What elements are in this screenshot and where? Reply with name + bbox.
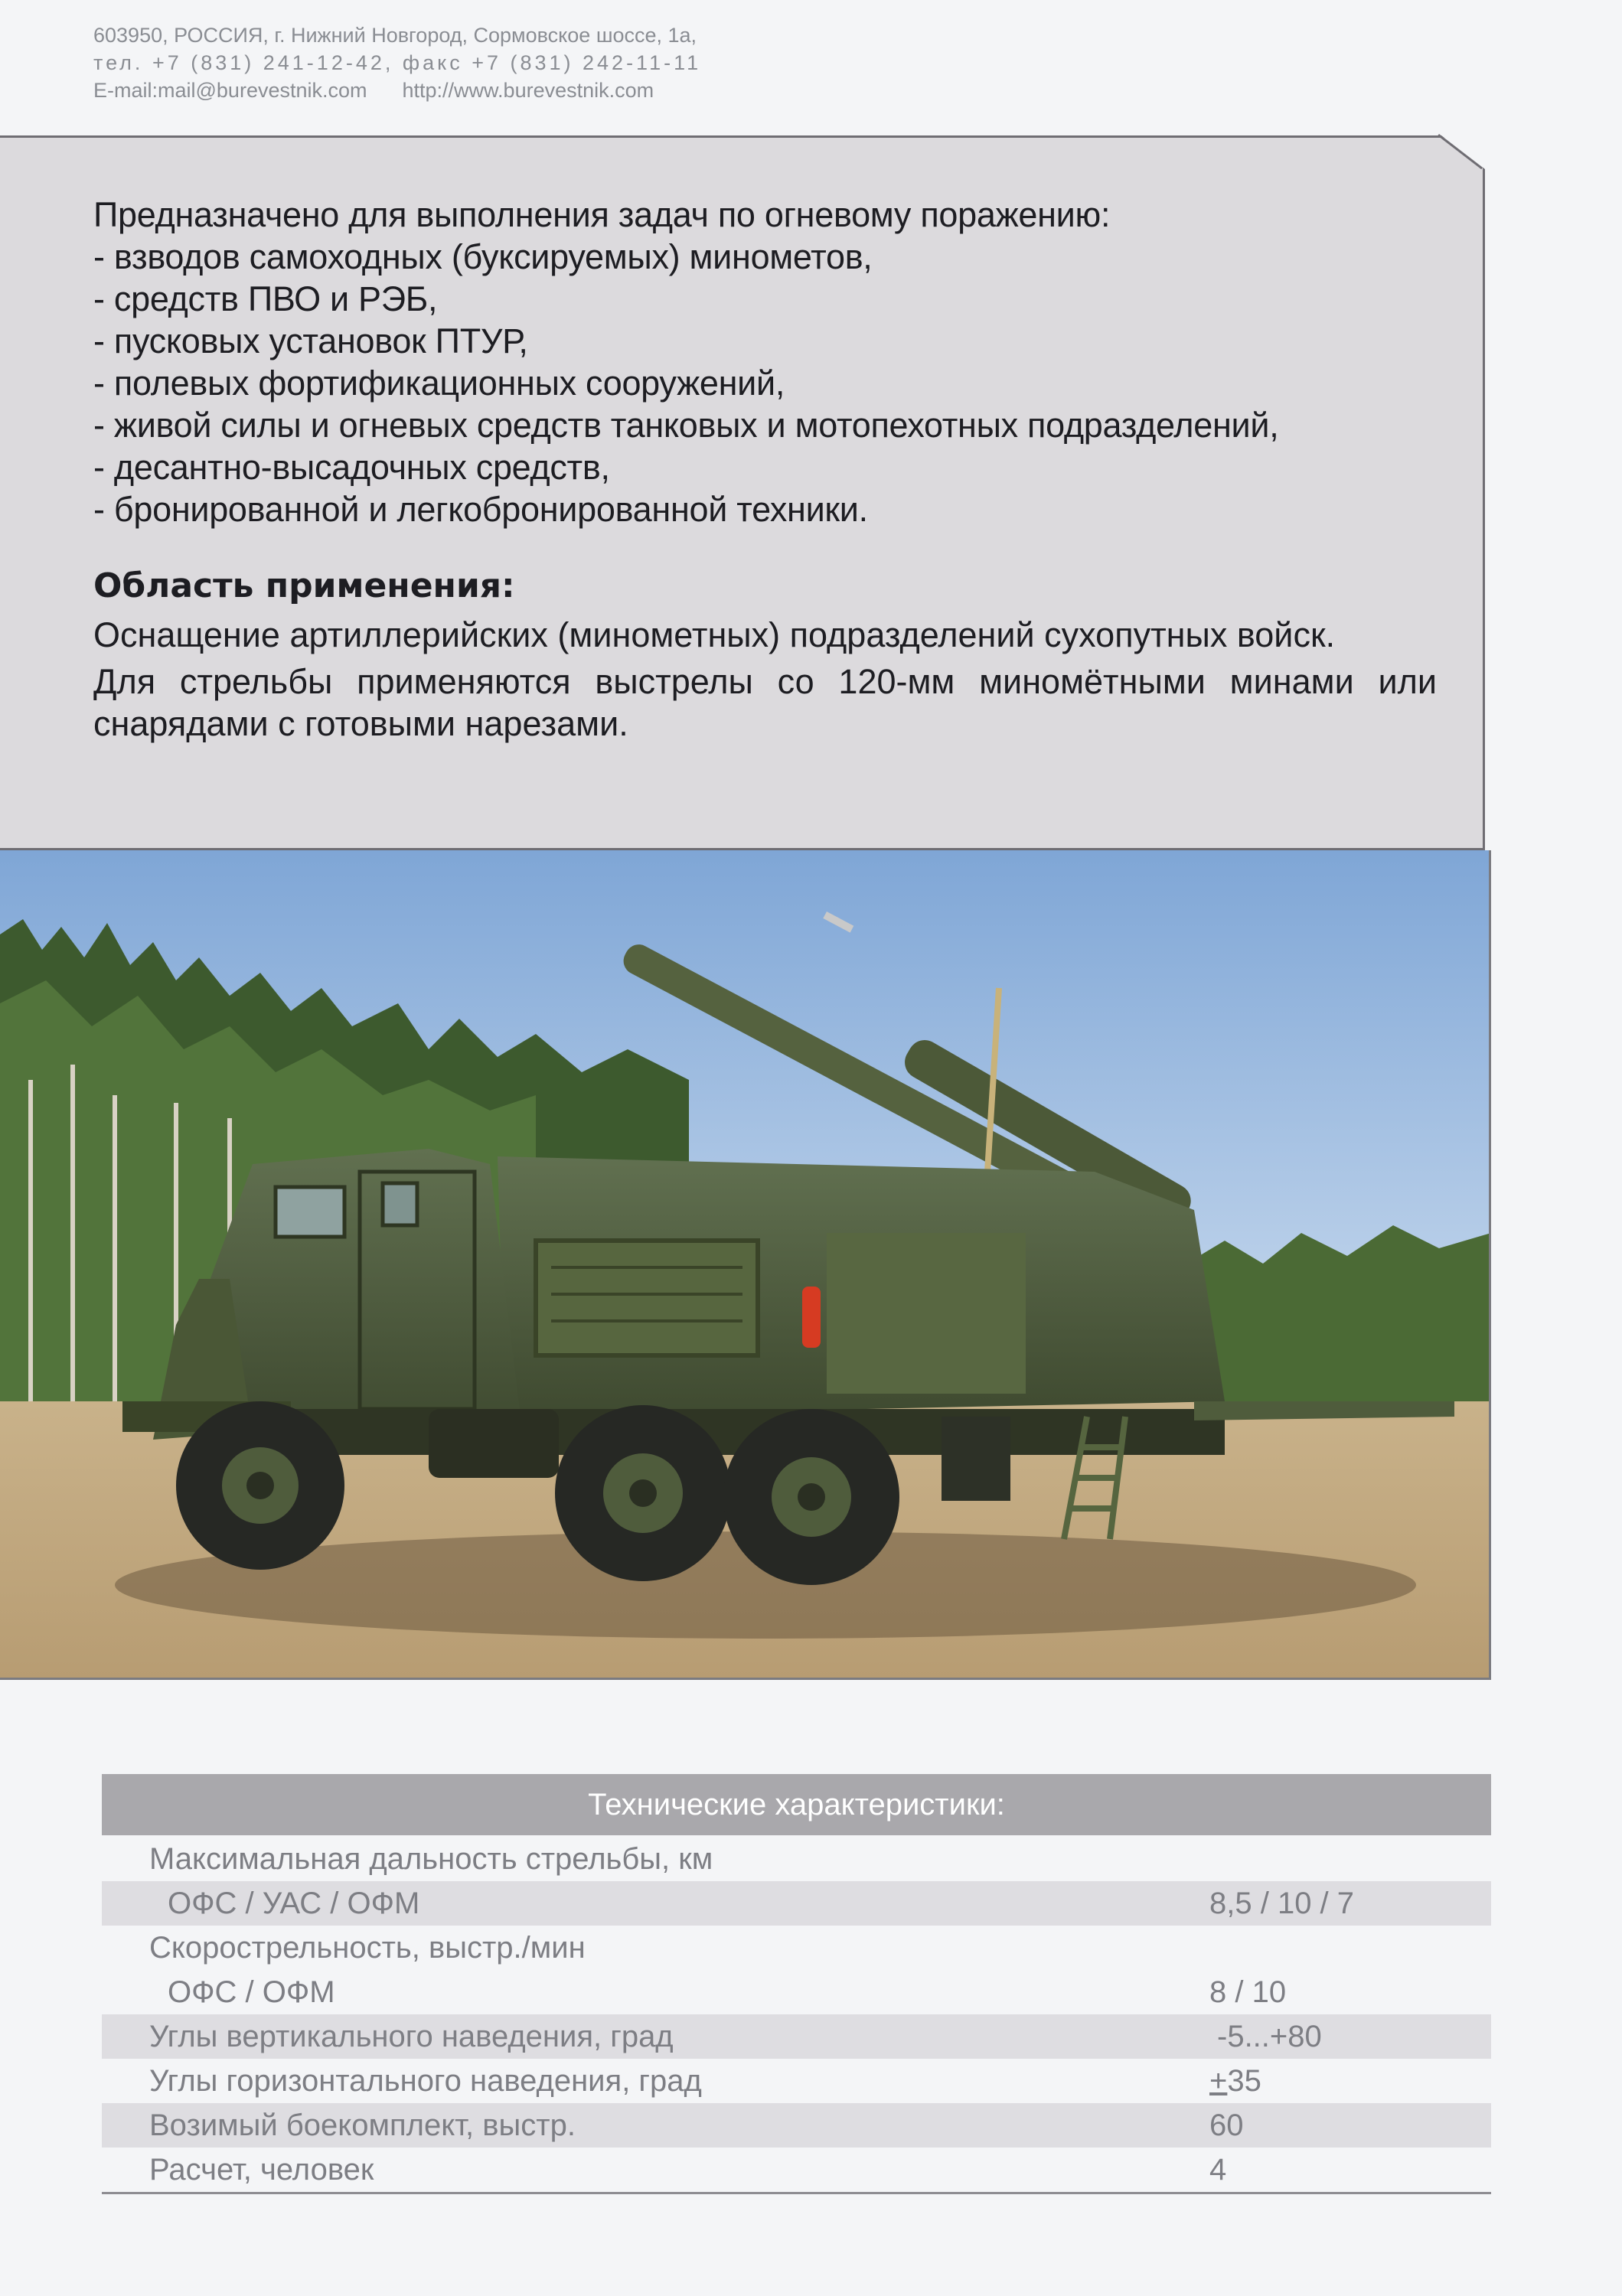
vehicle-photo: [0, 850, 1491, 1680]
rear-mudflap: [942, 1417, 1010, 1501]
cab-side-window: [383, 1183, 417, 1225]
table-row: [102, 2014, 1491, 2059]
phone-fax-line: тел. +7 (831) 241-12-42, факс +7 (831) 242-11-11: [93, 51, 702, 74]
target-item: - полевых фортификационных сооружений,: [93, 364, 785, 403]
target-item: - средств ПВО и РЭБ,: [93, 279, 438, 318]
side-hatch: [536, 1241, 758, 1355]
contact-block: [93, 21, 701, 104]
address-line: 603950, РОССИЯ, г. Нижний Новгород, Сормовское шоссе, 1а,: [93, 24, 697, 47]
purpose-content: [93, 194, 1437, 745]
spec-value: -5...+80: [1217, 2020, 1322, 2053]
target-list: [93, 236, 1437, 530]
table-row: [102, 2059, 1491, 2103]
purpose-intro: Предназначено для выполнения задач по огневому поражению:: [93, 195, 1111, 234]
spec-label: ОФС / УАС / ОФМ: [168, 1887, 420, 1920]
spec-value: 4: [1209, 2153, 1227, 2187]
table-row: [102, 1970, 1491, 2014]
storage-box: [827, 1233, 1026, 1394]
wheel-mid: [555, 1405, 731, 1581]
spec-label: Расчет, человек: [149, 2153, 374, 2187]
wheel-rear: [723, 1409, 899, 1585]
table-row: [102, 2148, 1491, 2192]
spec-label: Углы вертикального наведения, град: [149, 2020, 674, 2053]
table-row: [102, 1837, 1491, 1881]
chassis-frame: [230, 1409, 1225, 1455]
spec-label: Углы горизонтального наведения, град: [149, 2064, 702, 2098]
application-title: Область применения:: [93, 566, 515, 605]
website-link[interactable]: http://www.burevestnik.com: [402, 79, 654, 102]
target-item: - пусковых установок ПТУР,: [93, 321, 528, 360]
table-bottom-rule: [102, 2192, 1491, 2194]
spec-label: Максимальная дальность стрельбы, км: [149, 1842, 713, 1876]
target-item: - взводов самоходных (буксируемых) минометов,: [93, 237, 873, 276]
spec-label: Скорострельность, выстр./мин: [149, 1931, 586, 1965]
spec-value: 60: [1209, 2108, 1244, 2142]
specs-title: Технические характеристики:: [102, 1774, 1491, 1835]
spec-label: Возимый боекомплект, выстр.: [149, 2108, 576, 2142]
spec-label: ОФС / ОФМ: [168, 1975, 335, 2009]
wheel-front: [176, 1401, 344, 1570]
fuel-tank: [429, 1409, 559, 1478]
target-item: - живой силы и огневых средств танковых и мотопехотных подразделений,: [93, 406, 1279, 445]
spec-value: +35: [1209, 2064, 1261, 2098]
application-paragraph: Для стрельбы применяются выстрелы со 120-мм минoмётными минами или снарядами с готовыми нарезами.: [93, 662, 1437, 743]
email-text: E-mail:mail@burevestnik.com: [93, 79, 367, 102]
target-item: - бронированной и легкобронированной техники.: [93, 490, 868, 529]
cab-window: [276, 1187, 344, 1237]
table-row: [102, 2103, 1491, 2148]
vehicle-illustration: [0, 850, 1491, 1680]
table-row: [102, 1881, 1491, 1926]
spec-value: 8,5 / 10 / 7: [1209, 1887, 1355, 1920]
application-paragraph: Оснащение артиллерийских (минометных) подразделений сухопутных войск.: [93, 615, 1336, 654]
table-row: [102, 1926, 1491, 1970]
target-item: - десантно-высадочных средств,: [93, 448, 610, 487]
fire-extinguisher: [802, 1287, 821, 1348]
specs-table: [102, 1774, 1491, 2194]
spec-value: 8 / 10: [1209, 1975, 1287, 2009]
email-website-line: [93, 77, 701, 104]
